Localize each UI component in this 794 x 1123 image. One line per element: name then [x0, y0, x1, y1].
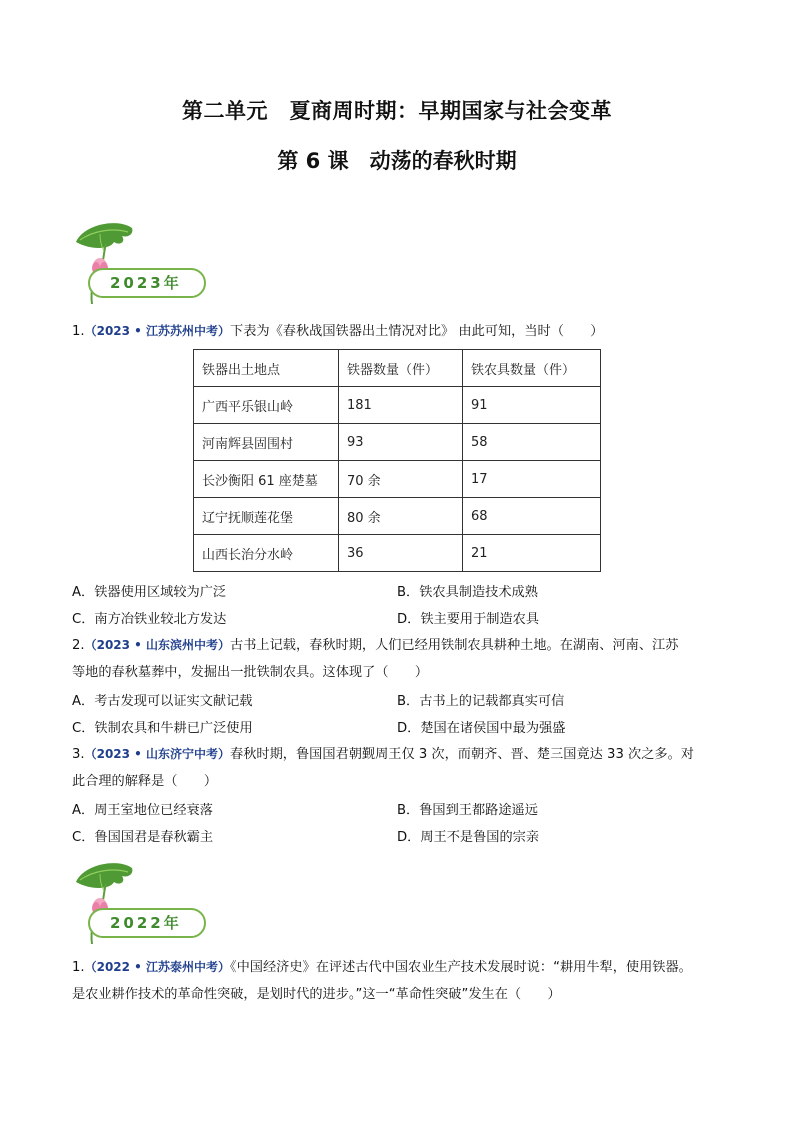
table-cell: 21: [463, 535, 601, 572]
year-label: 2022年: [110, 914, 182, 932]
table-cell: 80 余: [339, 498, 463, 535]
option-d[interactable]: D．楚国在诸侯国中最为强盛: [397, 721, 566, 736]
table-cell: 36: [339, 535, 463, 572]
table-cell: 68: [463, 498, 601, 535]
question-stem: 下表为《春秋战国铁器出土情况对比》 由此可知，当时（ ）: [230, 324, 604, 339]
question-number: 1.: [72, 324, 85, 339]
option-a[interactable]: A．周王室地位已经衰落: [72, 803, 213, 818]
year-badge-2023: [70, 220, 215, 306]
question-stem: 等地的春秋墓葬中，发掘出一批铁制农具。这体现了（ ）: [72, 665, 429, 680]
year-label: 2023年: [110, 274, 182, 292]
table-cell: 58: [463, 424, 601, 461]
question-1-2023: [72, 318, 724, 345]
question-2-2023: [72, 632, 724, 686]
question-stem: 是农业耕作技术的革命性突破，是划时代的进步。”这一“革命性突破”发生在（ ）: [72, 987, 561, 1002]
question-source: （2023 • 山东滨州中考）: [84, 638, 231, 652]
question-stem: 《中国经济史》在评述古代中国农业生产技术发展时说：“耕用牛犁，使用铁器。: [230, 960, 692, 975]
table-header: 铁器出土地点: [194, 350, 339, 387]
lesson-title: 第 6 课 动荡的春秋时期: [277, 149, 517, 173]
option-b[interactable]: B．古书上的记载都真实可信: [397, 694, 565, 709]
question-stem: 春秋时期，鲁国国君朝觐周王仅 3 次，而朝齐、晋、楚三国竟达 33 次之多。对: [230, 747, 694, 762]
question-1-2022: [72, 954, 724, 1008]
question-source: （2023 • 江苏苏州中考）: [84, 324, 231, 338]
table-row: [194, 424, 601, 461]
table-header-row: [194, 350, 601, 387]
table-row: [194, 498, 601, 535]
question-number: 2.: [72, 638, 85, 653]
year-badge-2022: [70, 860, 215, 946]
table-header: 铁农具数量（件）: [463, 350, 601, 387]
table-row: [194, 461, 601, 498]
question-number: 3.: [72, 747, 85, 762]
table-cell: 河南辉县固围村: [194, 424, 339, 461]
question-stem: 古书上记载，春秋时期，人们已经用铁制农具耕种土地。在湖南、河南、江苏: [230, 638, 679, 653]
option-b[interactable]: B．铁农具制造技术成熟: [397, 585, 538, 600]
table-cell: 长沙衡阳 61 座楚墓: [194, 461, 339, 498]
table-cell: 广西平乐银山岭: [194, 387, 339, 424]
table-cell: 91: [463, 387, 601, 424]
option-c[interactable]: C．铁制农具和牛耕已广泛使用: [72, 721, 253, 736]
option-d[interactable]: D．铁主要用于制造农具: [397, 612, 540, 627]
table-cell: 93: [339, 424, 463, 461]
option-c[interactable]: C．南方冶铁业较北方发达: [72, 612, 227, 627]
table-cell: 山西长治分水岭: [194, 535, 339, 572]
option-c[interactable]: C．鲁国国君是春秋霸主: [72, 830, 214, 845]
question-source: （2022 • 江苏泰州中考）: [84, 960, 231, 974]
option-a[interactable]: A．考古发现可以证实文献记载: [72, 694, 253, 709]
question-source: （2023 • 山东济宁中考）: [84, 747, 231, 761]
table-cell: 70 余: [339, 461, 463, 498]
table-row: [194, 387, 601, 424]
question-3-2023: [72, 741, 724, 795]
table-cell: 181: [339, 387, 463, 424]
iron-finds-table: [193, 349, 601, 572]
option-b[interactable]: B．鲁国到王都路途遥远: [397, 803, 538, 818]
question-number: 1.: [72, 960, 85, 975]
option-a[interactable]: A．铁器使用区域较为广泛: [72, 585, 227, 600]
table-cell: 17: [463, 461, 601, 498]
table-header: 铁器数量（件）: [339, 350, 463, 387]
table-row: [194, 535, 601, 572]
unit-title: 第二单元 夏商周时期：早期国家与社会变革: [182, 99, 612, 123]
table-cell: 辽宁抚顺莲花堡: [194, 498, 339, 535]
question-stem: 此合理的解释是（ ）: [72, 774, 218, 789]
option-d[interactable]: D．周王不是鲁国的宗亲: [397, 830, 540, 845]
